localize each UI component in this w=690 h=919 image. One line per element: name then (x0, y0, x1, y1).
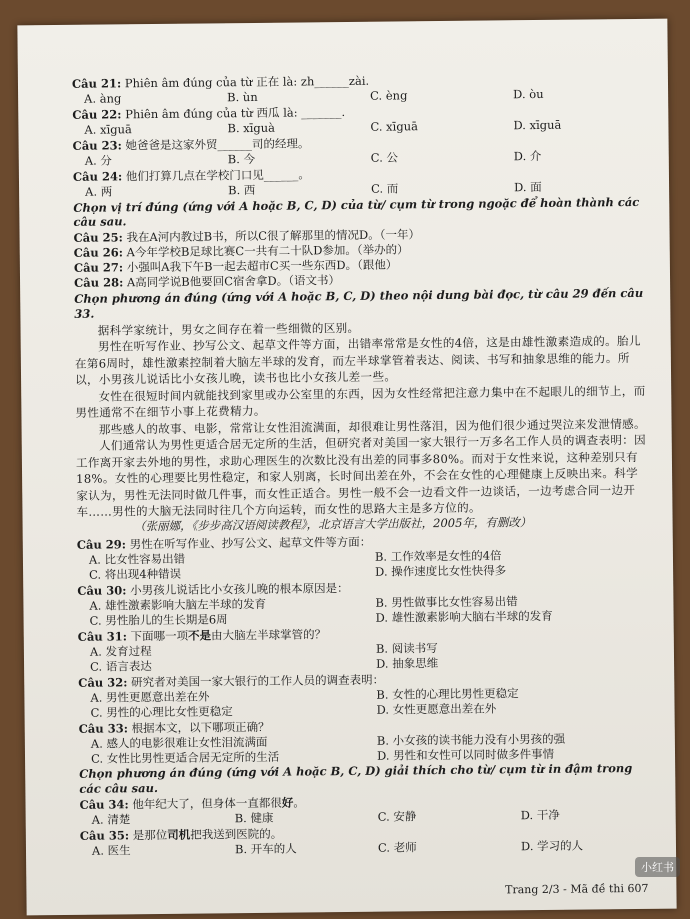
option-b: B. 工作效率是女性的4倍 (374, 548, 502, 565)
instruction-34-35: Chọn phương án đúng (ứng với A hoặc B, C, D) giải thích cho từ/ cụm từ in đậm trong các câu sau. (79, 761, 633, 797)
question-30: Câu 30: 小男孩儿说话比小女孩儿晚的根本原因是： (77, 581, 349, 599)
option-b: B. ùn (227, 89, 258, 105)
question-34: Câu 34: 他年纪大了，但身体一直都很好。 (79, 795, 305, 813)
option-d: D. 介 (513, 148, 542, 163)
question-31-options (78, 639, 650, 675)
option-d: D. 学习的人 (520, 838, 584, 854)
passage-paragraph: 人们通常认为男性更适合居无定所的生活，但研究者对美国一家大银行一万多名工作人员的调查表明：因工作离开家去外地的男性，求助心理医生的次数比没有出差的同事多80%。而对于女性来说，这种差别只有18%。女性的心理要比男性稳定，和家人别离，长时间出差在外，不会在女性的心理健康上反映出来。科学家认为，男性无法同时做几件事，而女性正适合。男性一般不会一边看文件一边谈话，一边考虑合同一边开车……男性的大脑无法同时往几个方向运转，而女性的思路大主是多方位的。 (75, 433, 647, 519)
passage-paragraph: 据科学家统计，男女之间存在着一些细微的区别。 (97, 320, 360, 338)
question-21: Câu 21: Phiên âm đúng của từ 正在 là: zh______zài. (71, 73, 370, 91)
option-c: C. xīguā (370, 119, 419, 134)
reading-passage (74, 317, 648, 520)
option-c: C. 安静 (377, 809, 417, 824)
option-d: D. 雄性激素影响大脑右半球的发育 (375, 608, 553, 625)
question-33-options (79, 730, 651, 766)
question-27: Câu 27: 小强叫A我下午B一起去超市C买一些东西D。（跟他） (73, 257, 398, 276)
question-23: Câu 23: 她爸爸是这家外贸______司的经理。 (72, 136, 310, 153)
option-b: B. 开车的人 (234, 841, 297, 857)
option-c: C. èng (370, 88, 408, 103)
option-d: D. 干净 (520, 808, 560, 823)
exam-content (72, 71, 652, 860)
question-24: Câu 24: 他们打算几点在学校门口见______。 (72, 166, 310, 184)
emphasis-text: 司机 (167, 827, 191, 843)
option-d: D. 操作速度比女性快得多 (375, 563, 507, 579)
passage-paragraph: 女性在很短时间内就能找到家里或办公室里的东西，因为女性经常把注意力集中在不起眼儿的细节上，而男性通常不在细节小事上花费精力。 (75, 383, 646, 421)
option-b: B. 女性的心理比男性更稳定 (376, 685, 519, 702)
question-33: Câu 33: 根据本文，以下哪项正确？ (78, 719, 270, 736)
option-c: C. 女性比男性更适合居无定所的生活 (90, 749, 280, 766)
question-25: Câu 25: 我在A河内教过B书，所以C很了解那里的情况D。（一年） (73, 227, 421, 246)
question-32-options (78, 685, 650, 721)
option-a: A. 感人的电影很难让女性泪流满面 (90, 734, 268, 751)
option-a: A. 清楚 (91, 812, 131, 827)
option-b: B. 健康 (234, 811, 274, 826)
page-footer: Trang 2/3 - Mã đề thi 607 (505, 881, 649, 897)
option-a: A. xīguā (84, 122, 132, 137)
option-c: C. 老师 (377, 840, 417, 855)
option-a: A. 比女性容易出错 (88, 552, 186, 568)
option-d: D. 面 (514, 179, 542, 194)
option-c: C. 男性的心理比女性更稳定 (90, 703, 233, 720)
passage-paragraph: 男性在听写作业、抄写公文、起草文件等方面，出错率常常是女性的4倍，这是由雄性激素造成的。胎儿在第6周时，雄性激素控制着大脑左半球的发育，而左半球掌管着表达、阅读、书写和抽象思维的能力。所以，小男孩儿说话比小女孩儿晚，读书也比小女孩儿差一些。 (74, 334, 641, 388)
option-c: C. 而 (371, 181, 399, 196)
question-26: Câu 26: A今年学校B足球比赛C一共有二十队D参加。（举办的） (73, 242, 409, 261)
option-a: A. 男性更愿意出差在外 (90, 689, 210, 705)
option-c: C. 公 (370, 150, 399, 165)
option-a: A. 发育过程 (89, 643, 152, 659)
emphasis-text: 不是 (188, 628, 212, 643)
option-c: C. 语言表达 (90, 658, 152, 674)
option-b: B. xīguà (227, 120, 276, 136)
question-32: Câu 32: 研究者对美国一家大银行的工作人员的调查表明： (78, 672, 385, 690)
option-a: A. àng (84, 91, 122, 106)
option-d: D. 抽象思维 (375, 655, 439, 671)
option-b: B. 今 (227, 151, 256, 166)
option-d: D. 女性更愿意出差在外 (376, 701, 497, 717)
option-d: D. xīguā (513, 117, 562, 133)
option-b: B. 小女孩的读书能力没有小男孩的强 (376, 731, 566, 748)
watermark-logo: 小红书 (635, 857, 680, 877)
question-31: Câu 31: 下面哪一项不是由大脑左半球掌管的？ (77, 627, 327, 644)
question-28: Câu 28: A高同学说B他要回C宿舍拿D。（语文书） (73, 273, 341, 291)
option-c: C. 将出现4种错误 (89, 566, 182, 582)
option-b: B. 男性做事比女性容易出错 (375, 594, 518, 610)
instruction-29-33: Chọn phương án đúng (ứng với A hoặc B, C, D) theo nội dung bài đọc, từ câu 29 đến câu 33. (74, 286, 644, 321)
option-b: B. 阅读书写 (375, 640, 438, 656)
option-c: C. 男性胎儿的生长期是6周 (89, 612, 228, 628)
passage-source: （张丽娜，《步步高汉语阅读教程》，北京语言大学出版社，2005年，有删改） (134, 515, 532, 534)
question-29-options (77, 547, 649, 583)
option-a: A. 雄性激素影响大脑左半球的发育 (89, 596, 267, 613)
option-a: A. 医生 (91, 843, 131, 858)
passage-paragraph: 那些感人的故事、电影，常常让女性泪流满面，却很难让男性落泪，因为他们很少通过哭泣来发泄情感。 (98, 416, 646, 437)
option-d: D. 男性和女性可以同时做多件事情 (376, 746, 555, 763)
question-29: Câu 29: 男性在听写作业、抄写公文、起草文件等方面： (76, 535, 372, 553)
option-b: B. 西 (228, 182, 256, 197)
question-22: Câu 22: Phiên âm đúng của từ 西瓜 là: _______. (72, 104, 346, 122)
instruction-25-28: Chọn vị trí đúng (ứng với A hoặc B, C, D) của từ/ cụm từ trong ngoặc để hoàn thành các câu sau. (73, 194, 640, 230)
question-35: Câu 35: 是那位司机把我送到医院的。 (79, 826, 283, 844)
exam-sheet (17, 19, 676, 916)
emphasis-text: 好 (281, 795, 294, 811)
question-30-options (77, 593, 649, 629)
option-a: A. 分 (84, 153, 112, 168)
option-a: A. 两 (85, 184, 113, 199)
option-d: D. òu (513, 86, 544, 102)
